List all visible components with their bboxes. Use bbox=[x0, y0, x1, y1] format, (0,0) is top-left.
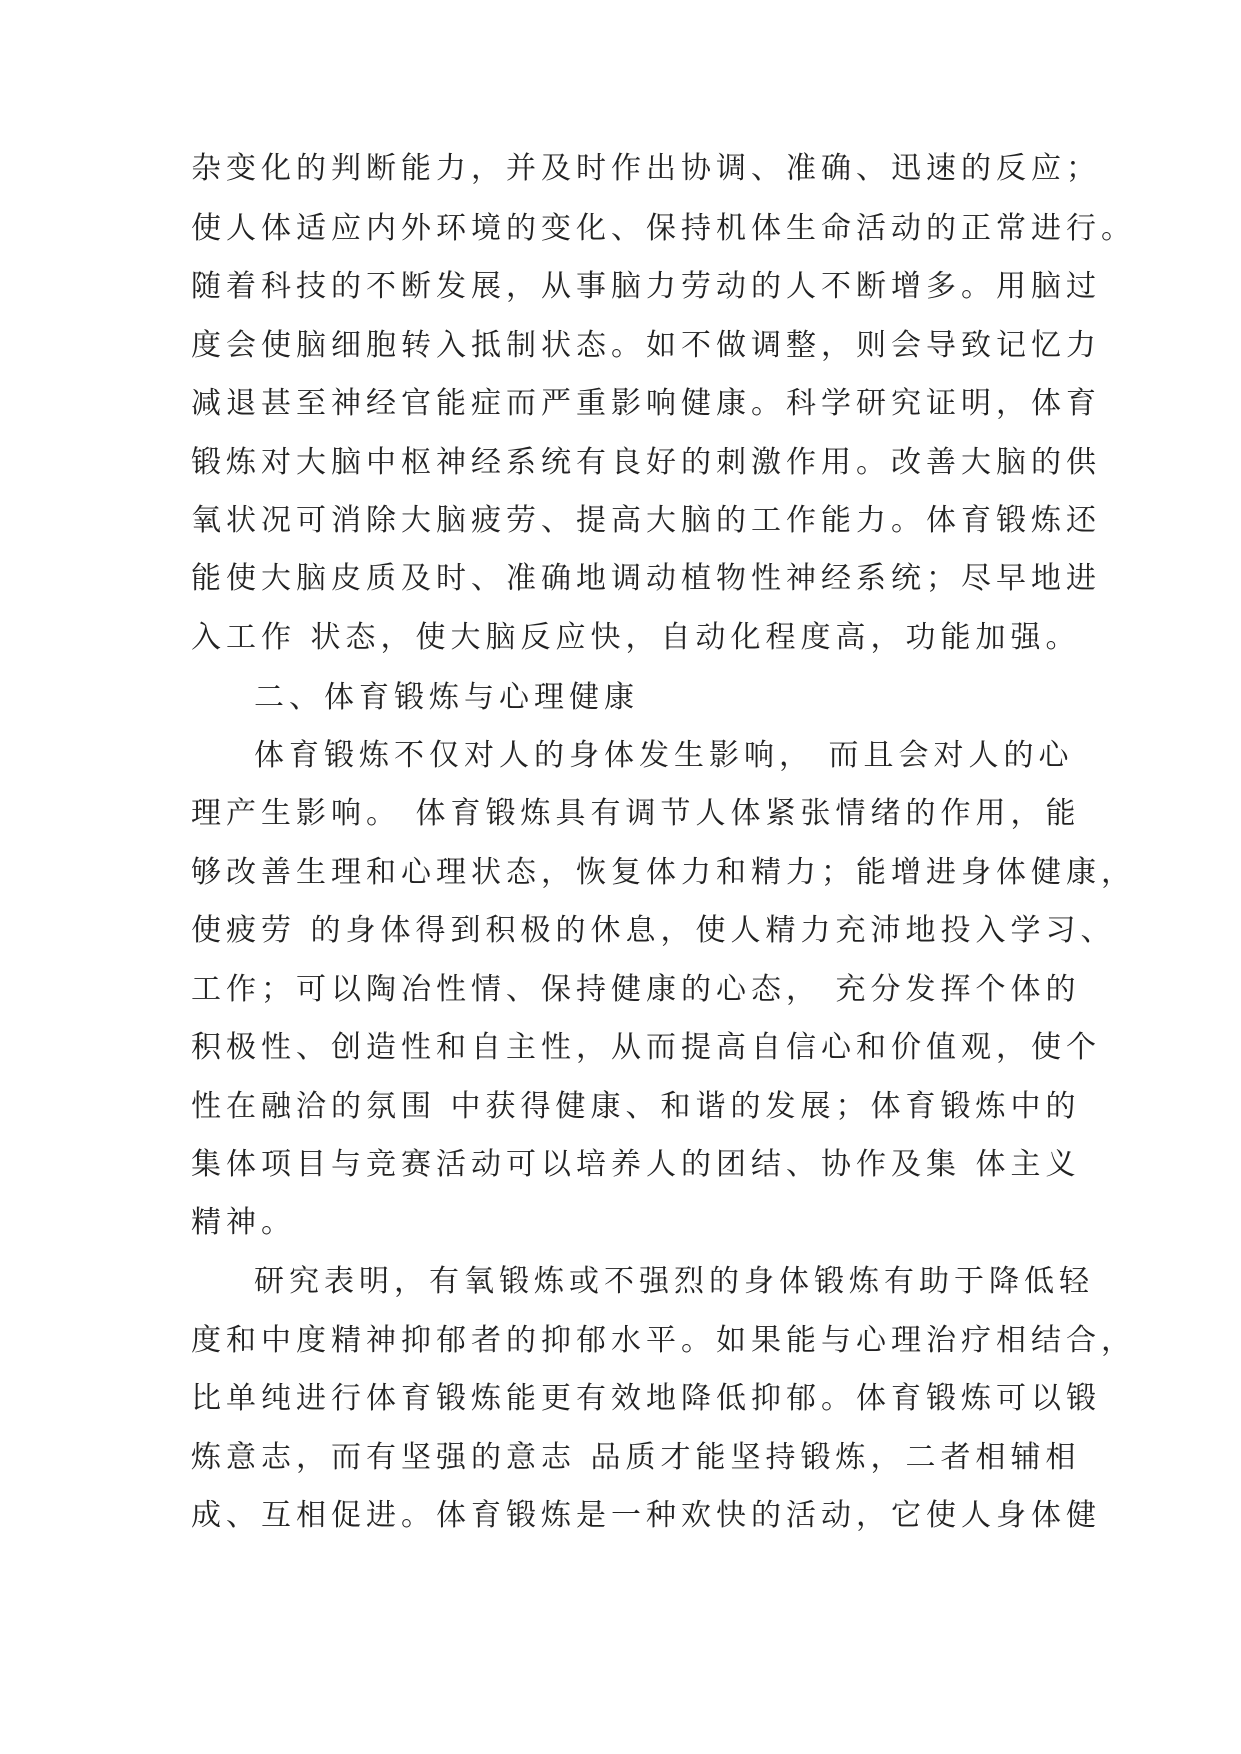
text-line: 使疲劳 的身体得到积极的休息，使人精力充沛地投入学习、 bbox=[191, 913, 1116, 948]
text-line: 理产生影响。 体育锻炼具有调节人体紧张情绪的作用，能 bbox=[191, 796, 1081, 831]
text-line: 工作；可以陶冶性情、保持健康的心态， 充分发挥个体的 bbox=[191, 972, 1081, 1007]
text-line: 集体项目与竞赛活动可以培养人的团结、协作及集 体主义 bbox=[191, 1147, 1081, 1182]
text-line: 杂变化的判断能力，并及时作出协调、准确、迅速的反应； bbox=[191, 151, 1101, 186]
section-heading: 二、体育锻炼与心理健康 bbox=[254, 680, 639, 715]
text-line: 使人体适应内外环境的变化、保持机体生命活动的正常进行。 bbox=[191, 211, 1136, 246]
text-line: 能使大脑皮质及时、准确地调动植物性神经系统；尽早地进 bbox=[191, 561, 1101, 596]
text-line: 积极性、创造性和自主性，从而提高自信心和价值观，使个 bbox=[191, 1030, 1101, 1065]
text-line: 度会使脑细胞转入抵制状态。如不做调整，则会导致记忆力 bbox=[191, 328, 1101, 363]
text-line: 减退甚至神经官能症而严重影响健康。科学研究证明，体育 bbox=[191, 386, 1101, 421]
text-line: 比单纯进行体育锻炼能更有效地降低抑郁。体育锻炼可以锻 bbox=[191, 1381, 1101, 1416]
text-line: 入工作 状态，使大脑反应快，自动化程度高，功能加强。 bbox=[191, 620, 1081, 655]
text-line: 精神。 bbox=[191, 1205, 296, 1240]
text-line: 随着科技的不断发展，从事脑力劳动的人不断增多。用脑过 bbox=[191, 269, 1101, 304]
text-line: 性在融洽的氛围 中获得健康、和谐的发展；体育锻炼中的 bbox=[191, 1089, 1081, 1124]
text-line: 氧状况可消除大脑疲劳、提高大脑的工作能力。体育锻炼还 bbox=[191, 503, 1101, 538]
text-line: 成、互相促进。体育锻炼是一种欢快的活动，它使人身体健 bbox=[191, 1498, 1101, 1533]
text-line: 锻炼对大脑中枢神经系统有良好的刺激作用。改善大脑的供 bbox=[191, 445, 1101, 480]
text-line: 体育锻炼不仅对人的身体发生影响， 而且会对人的心 bbox=[254, 738, 1074, 773]
text-line: 炼意志，而有坚强的意志 品质才能坚持锻炼，二者相辅相 bbox=[191, 1440, 1081, 1475]
text-line: 够改善生理和心理状态，恢复体力和精力；能增进身体健康， bbox=[191, 855, 1136, 890]
text-line: 研究表明，有氧锻炼或不强烈的身体锻炼有助于降低轻 bbox=[254, 1264, 1094, 1299]
text-line: 度和中度精神抑郁者的抑郁水平。如果能与心理治疗相结合， bbox=[191, 1323, 1136, 1358]
